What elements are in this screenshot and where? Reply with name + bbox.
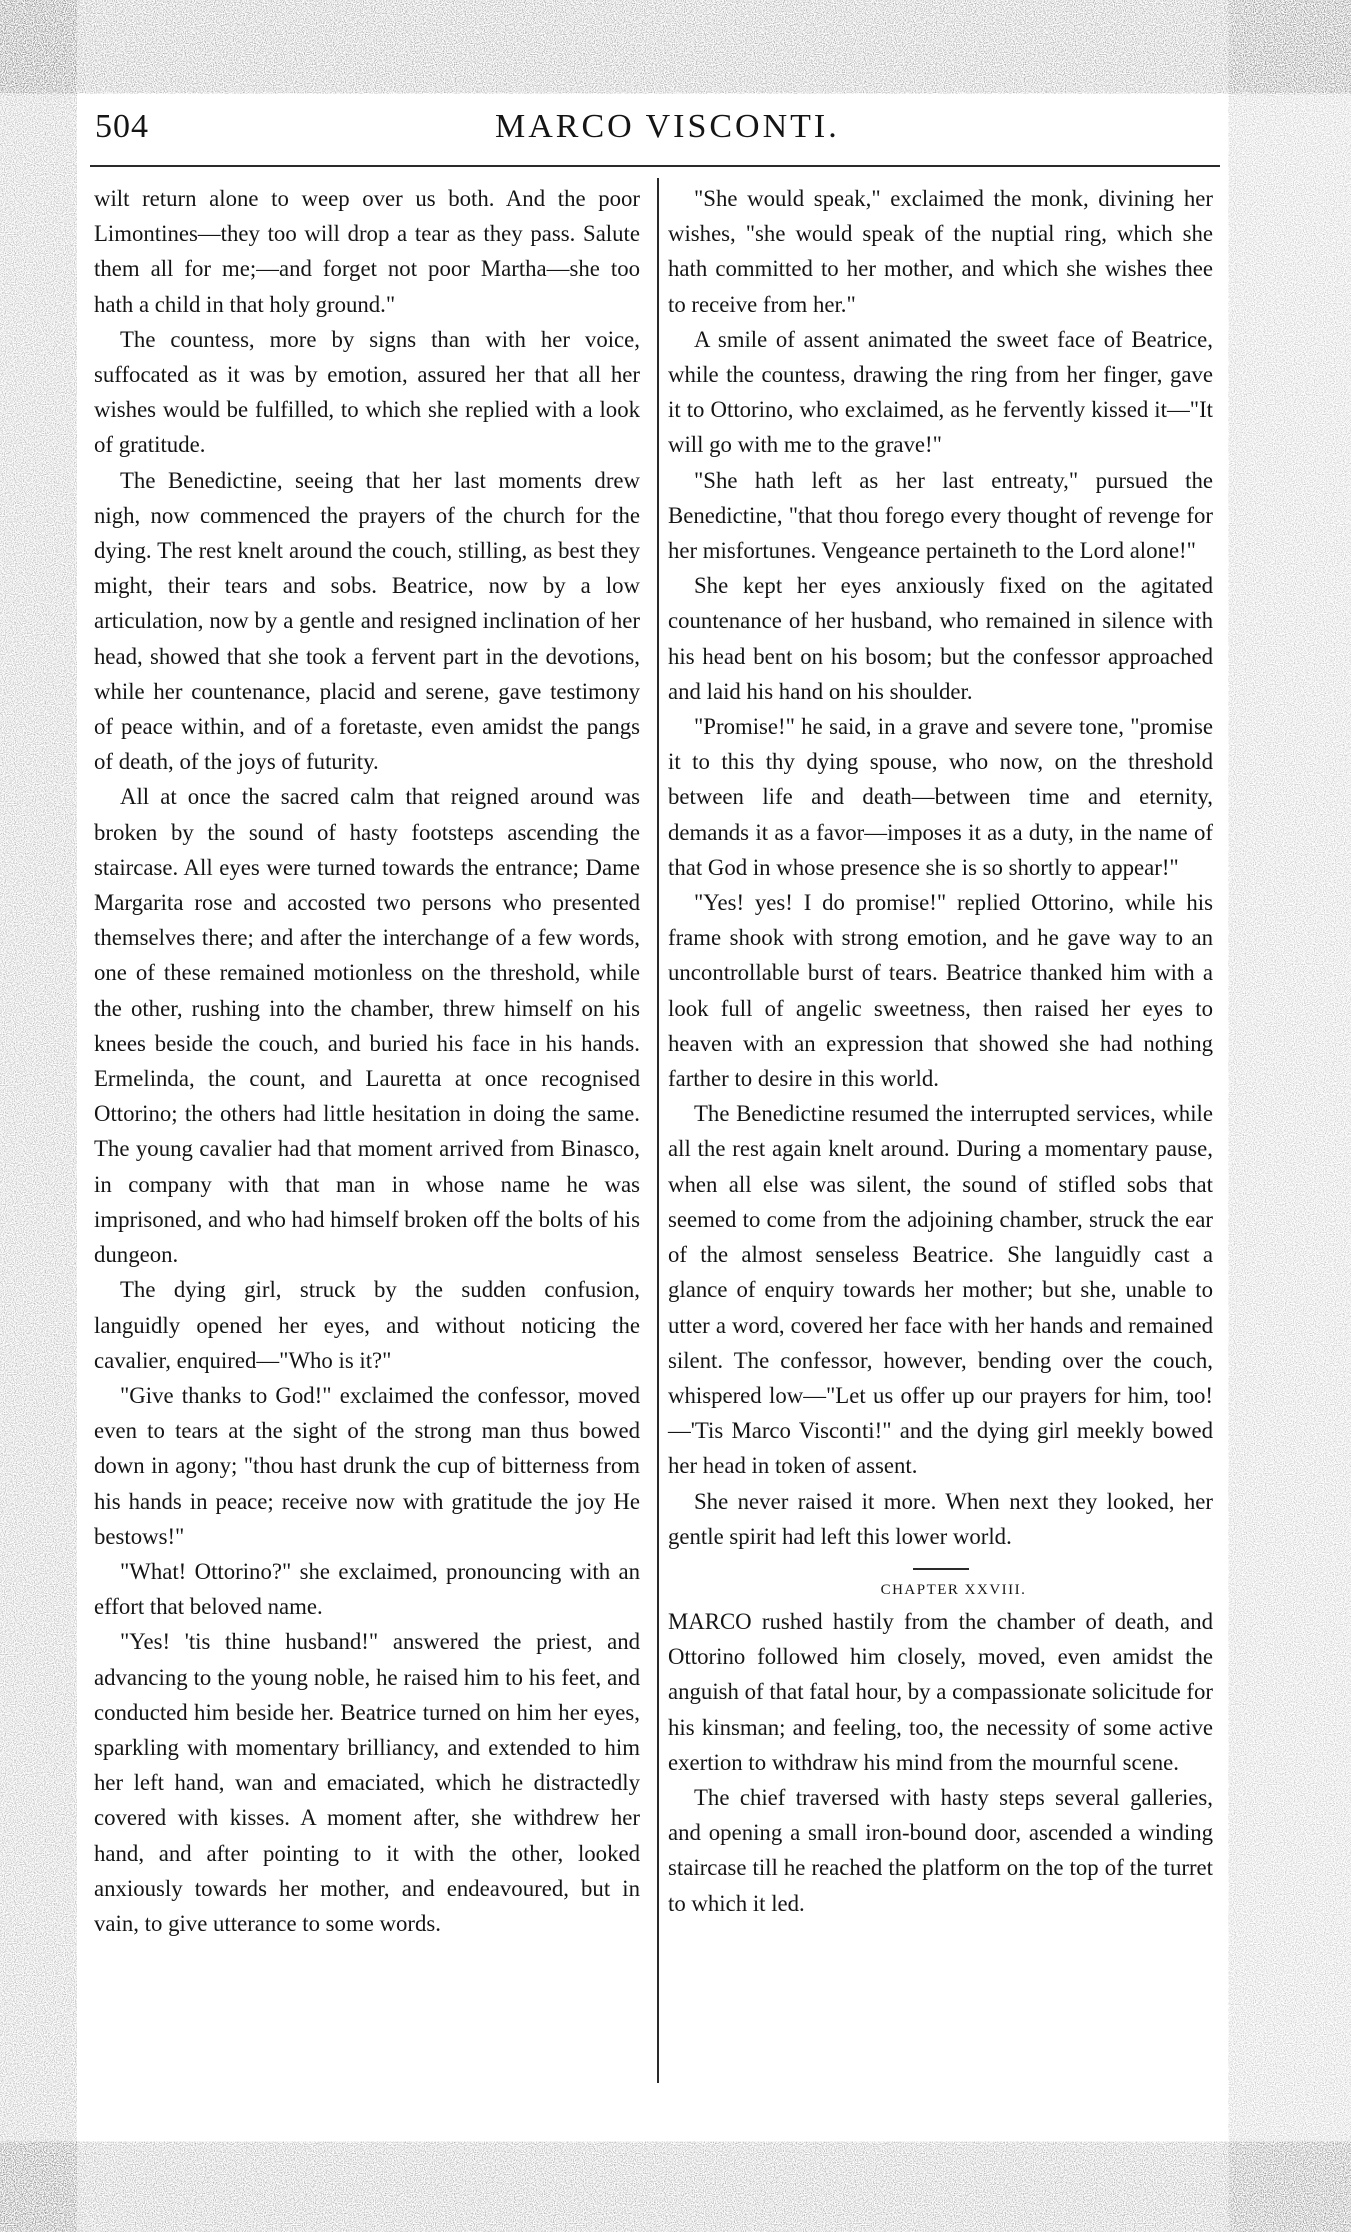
paragraph: A smile of assent animated the sweet face of Beatrice, while the countess, drawing the ring from her finger, gave it to Ottorino, who exclaimed, as he fervently kissed it—"It will go with me to the grave!" <box>668 326 1213 458</box>
paragraph: The countess, more by signs than with her voice, suffocated as it was by emotion, assured her that all her wishes would be fulfilled, to which she replied with a look of gratitude. <box>94 326 640 458</box>
paragraph: She kept her eyes anxiously fixed on the agitated countenance of her husband, who remained in silence with his head bent on his bosom; but the confessor approached and laid his hand on his shoulder. <box>668 573 1213 704</box>
paragraph: "Yes! yes! I do promise!" replied Ottorino, while his frame shook with strong emotion, and he gave way to an uncontrollable burst of tears. Beatrice thanked him with a look full of angelic sweetness, then raised her eyes to heaven with an expression that showed she had nothing farther to desire in this world. <box>668 890 1213 1092</box>
right-column <box>668 181 1213 1921</box>
page-number: 504 <box>95 108 149 145</box>
paragraph: "She would speak," exclaimed the monk, divining her wishes, "she would speak of the nuptial ring, which she hath committed to her mother, and which she wishes thee to receive from her." <box>668 186 1213 317</box>
paragraph: The Benedictine resumed the interrupted services, while all the rest again knelt around. During a momentary pause, when all else was silent, the sound of stifled sobs that seemed to come from the adjoining chamber, struck the ear of the almost senseless Beatrice. She languidly cast a glance of enquiry towards her mother; but she, unable to utter a word, covered her face with her hands and remained silent. The confessor, however, bending over the couch, whispered low—"Let us offer up our prayers for him, too!—'Tis Marco Visconti!" and the dying girl meekly bowed her head in token of assent. <box>668 1101 1213 1479</box>
paragraph: "Promise!" he said, in a grave and severe tone, "promise it to this thy dying spouse, who now, on the threshold between life and death—between time and eternity, demands it as a favor—imposes it as a duty, in the name of that God in whose presence she is so shortly to appear!" <box>668 714 1213 880</box>
paragraph: "Yes! 'tis thine husband!" answered the priest, and advancing to the young noble, he raised him to his feet, and conducted him beside her. Beatrice turned on him her eyes, sparkling with momentary brilliancy, and extended to him her left hand, wan and emaciated, which he distractedly covered with kisses. A moment after, she withdrew her hand, and after pointing to it with the other, looked anxiously towards her mother, and endeavoured, but in vain, to give utterance to some words. <box>94 1629 640 1936</box>
paragraph: MARCO rushed hastily from the chamber of death, and Ottorino followed him closely, moved, even amidst the anguish of that fatal hour, by a compassionate solicitude for his kinsman; and feeling, too, the necessity of some active exertion to withdraw his mind from the mournful scene. <box>668 1608 1213 1775</box>
page-header <box>95 108 1215 158</box>
paragraph: The dying girl, struck by the sudden confusion, languidly opened her eyes, and without noticing the cavalier, enquired—"Who is it?" <box>94 1277 640 1373</box>
paragraph: The Benedictine, seeing that her last moments drew nigh, now commenced the prayers of the church for the dying. The rest knelt around the couch, stilling, as best they might, their tears and sobs. Beatrice, now by a low articulation, now by a gentle and resigned inclination of her head, showed that she took a fervent part in the devotions, while her countenance, placid and serene, gave testimony of peace within, and of a foretaste, even amidst the pangs of death, of the joys of futurity. <box>94 467 640 775</box>
paragraph: The chief traversed with hasty steps several galleries, and opening a small iron-bound door, ascended a winding staircase till he reached the platform on the top of the turret to which it led. <box>668 1784 1213 1916</box>
paragraph: "What! Ottorino?" she exclaimed, pronouncing with an effort that beloved name. <box>94 1558 640 1620</box>
paragraph: She never raised it more. When next they looked, her gentle spirit had left this lower world. <box>668 1488 1213 1549</box>
paragraph: All at once the sacred calm that reigned around was broken by the sound of hasty footsteps ascending the staircase. All eyes were turned towards the entrance; Dame Margarita rose and accosted two persons who presented themselves there; and after the interchange of a few words, one of these remained motionless on the threshold, while the other, rushing into the chamber, threw himself on his knees beside the couch, and buried his face in his hands. Ermelinda, the count, and Lauretta at once recognised Ottorino; the others had little hesitation in doing the same. The young cavalier had that moment arrived from Binasco, in company with that man in whose name he was imprisoned, and who had himself broken off the bolts of his dungeon. <box>94 784 640 1268</box>
column-divider <box>657 178 659 2083</box>
chapter-heading: CHAPTER XXVIII. <box>880 1581 1027 1598</box>
left-column <box>94 181 640 1941</box>
paragraph: wilt return alone to weep over us both. And the poor Limontines—they too will drop a tear as they pass. Salute them all for me;—and forget not poor Martha—she too hath a child in that holy ground." <box>94 186 640 317</box>
chapter-rule <box>913 1568 969 1570</box>
header-rule <box>90 165 1220 167</box>
paragraph: "Give thanks to God!" exclaimed the confessor, moved even to tears at the sight of the strong man thus bowed down in agony; "thou hast drunk the cup of bitterness from his hands in peace; receive now with gratitude the joy He bestows!" <box>94 1382 640 1549</box>
paragraph: "She hath left as her last entreaty," pursued the Benedictine, "that thou forego every thought of revenge for her misfortunes. Vengeance pertaineth to the Lord alone!" <box>668 467 1213 564</box>
running-title: MARCO VISCONTI. <box>495 108 840 145</box>
